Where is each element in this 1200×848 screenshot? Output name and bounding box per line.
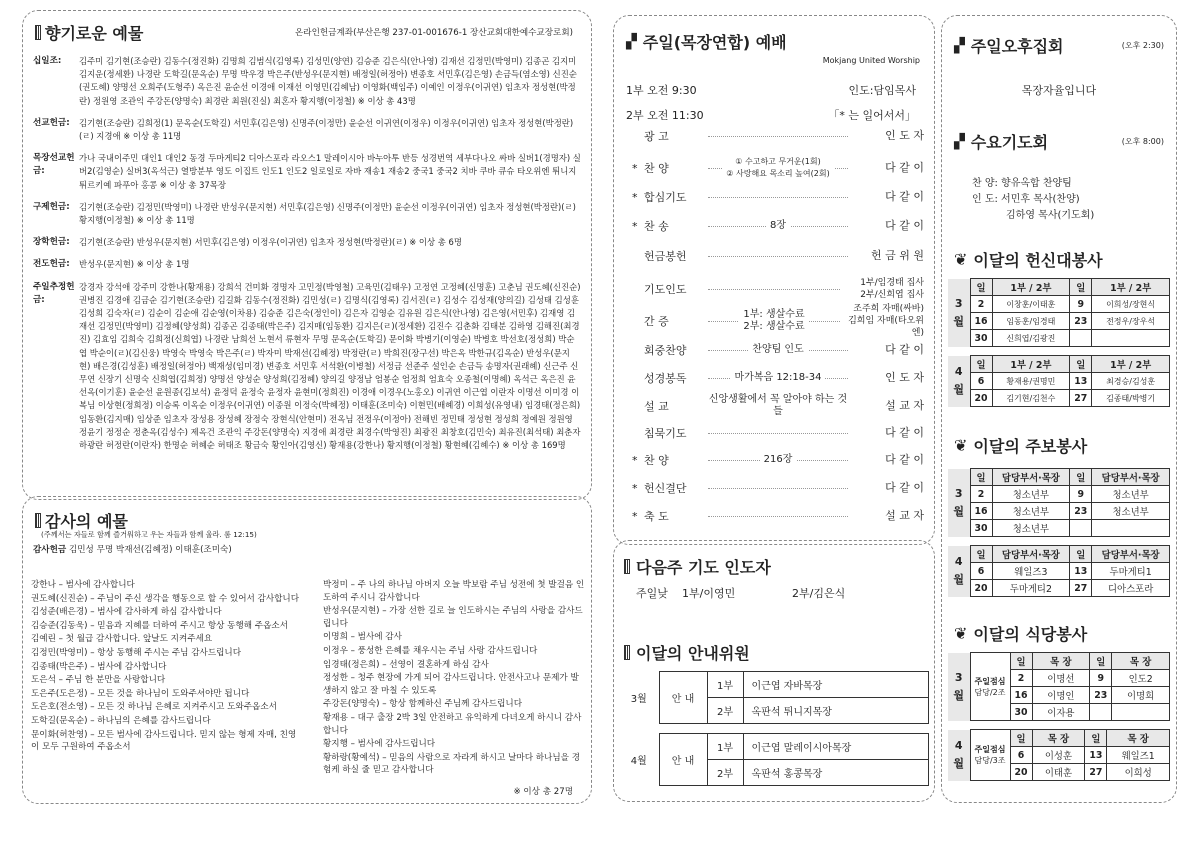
offering-row [33,281,581,453]
heart-icon: ❦ [954,624,968,643]
table-cell: 이명선 [1032,670,1090,687]
thanks-total: ※ 이상 총 27명 [513,787,573,797]
table-header [948,356,1170,373]
bullet-icon: ▞ [954,133,965,150]
offering-label: 목장선교헌금: [33,153,75,177]
thanks-title: 감사의 예물 [35,509,128,532]
guide-part: 2부 [707,698,743,724]
table-cell: 16 [970,503,992,520]
table-cell: 6 [970,563,992,580]
header-cell: 1부 / 2부 [992,279,1070,296]
thanks-right-list [323,579,585,778]
header-cell: 담당부서·목장 [992,469,1070,486]
table-cell: 30 [970,330,992,347]
thanks-item: 김예린 – 첫 월급 감사합니다. 앞날도 지켜주세요 [31,634,213,645]
table-cell: 황재용/권명민 [992,373,1070,390]
worship-item [632,368,924,388]
guide-role: 안 내 [659,672,707,724]
thanks-item: 이명희 – 범사에 감사 [323,632,402,643]
dining-group: 주일점심 담당/3조 [970,730,1010,781]
leader-dots [708,433,848,434]
table-cell: 23 [1090,687,1112,704]
table-cell: 27 [1085,764,1107,781]
table-cell: 20 [970,580,992,597]
header-cell: 일 [970,279,992,296]
offering-names: 김기현(조승란) 김희정(1) 문옥순(도학길) 서민후(김은영) 신명주(이정만) 윤순선 이귀연(이정우) 이정우(이귀연) 임초자 정성현(박정란)(ㄹ) 지경애 ※ 이상 총 11명 [79,117,574,142]
devotion-title: ❦ 이달의 헌신대봉사 [954,250,1103,270]
guide-month: 3월 [630,694,647,705]
table-cell: 9 [1090,670,1112,687]
table-cell: 디아스포라 [1092,580,1170,597]
header-cell: 담당부서·목장 [992,546,1070,563]
worship-item-leader: 다 같 이 [885,426,924,439]
worship-item-leader: 설 교 자 [885,509,924,522]
thanks-item: 황재용 – 대구 출장 2박 3일 안전하고 유익하게 다녀오게 하시니 감사합니다 [323,712,582,736]
worship-item-detail [704,478,852,498]
offering-names: 반성우(문지현) ※ 이상 총 1명 [79,259,190,270]
guide-month: 4월 [630,756,647,767]
thanks-item: 임경태(정은희) – 선영이 결혼하게 하심 감사 [323,659,489,670]
header-cell: 일 [1010,730,1032,747]
worship-item-detail [704,306,844,336]
thanks-item: 정성한 – 청주 현장에 가게 되어 감사드립니다. 안전사고나 문제가 발생하지 않고 잘 마칠 수 있도록 [323,673,579,696]
table-header [948,546,1170,563]
worship-item-leader: 다 같 이 [885,219,924,232]
table-cell: 청소년부 [1092,486,1170,503]
thanks-item: 주강돈(양명숙) – 항상 함께하신 주님께 감사드립니다 [323,699,522,710]
thanks-item: 도은석 – 주님 한 분만을 사랑합니다 [31,675,166,686]
header-cell: 일 [1070,546,1092,563]
header-cell: 일 [970,356,992,373]
offering-names: 가나 국내이주민 대인1 대인2 동경 두마게티2 디아스포라 라오스1 말레이시아 바누아투 반등 성경번역 세부다나오 싸바 실버1(경명자) 실버2(김영순) 실버3(옥석근) 열방분부 영도 이집트 인도1 인도2 일로일로 자바 재송1 재송2 중국1 중국2 치바 쿠바 큐슈 타오위엔 튀니지 튀르키예 파푸아 홍콩 ※ 이상 총 37목장 [79,153,581,190]
table-cell: 13 [1070,563,1092,580]
table-cell [1092,330,1170,347]
worship-title: ▞ 주일(목장연합) 예배 [626,33,787,52]
table-cell: 웨일즈1 [1107,747,1170,764]
worship-item-name: 성경봉독 [644,372,687,385]
wednesday-header: ▞ 수요기도회 (오후 8:00) [954,133,1164,152]
table-cell: 이성훈 [1032,747,1085,764]
table-row [948,373,1170,390]
worship-item-leader: 다 같 이 [885,481,924,494]
wednesday-lines: 찬 양: 향유옥합 찬양팀 인 도: 서민후 목사(찬양) 김하영 목사(기도회) [972,178,1095,221]
worship-item-name: 찬 송 [644,220,669,233]
table-cell: 2 [970,296,992,313]
table-cell: 16 [970,313,992,330]
table-cell: 청소년부 [1092,503,1170,520]
worship-item-detail [704,396,852,416]
worship-item [632,274,924,304]
offering-row [33,258,581,271]
header-cell: 목 장 [1032,653,1090,670]
worship-item-name: 축 도 [644,510,669,523]
worship-item [632,423,924,443]
table-cell: 13 [1085,747,1107,764]
thanks-item: 김승준(김동욱) – 믿음과 지혜를 더하여 주시고 항상 동행해 주옵소서 [31,620,288,631]
worship-item-leader: 다 같 이 [885,190,924,203]
next-prayer-1: 1부/이영민 [682,587,736,600]
table-row [948,390,1170,407]
thanks-item: 황지행 – 범사에 감사드립니다 [323,739,436,750]
next-prayer-2: 2부/김은식 [792,587,846,600]
worship-item-name: 광 고 [644,130,669,143]
month-label: 4 월 [948,356,970,407]
thanks-item: 도은주(도은정) – 모든 것을 하나님이 도와주셔야만 됩니다 [31,688,250,699]
offering-label: 장학헌금: [33,237,70,248]
heart-icon: ❦ [954,436,968,455]
table-cell: 두마게티1 [1092,563,1170,580]
table-cell: 김종태/박병기 [1092,390,1170,407]
guide-name: 옥판석 튀니지목장 [743,698,929,724]
worship-item [632,216,924,236]
worship-item-leader: 다 같 이 [885,343,924,356]
worship-item [632,450,924,470]
month-label: 4 월 [948,546,970,597]
worship-item-detail [704,450,852,470]
header-cell: 일 [1070,356,1092,373]
offering-names: 김기현(조승란) 김정민(박영미) 나경란 반성우(문지현) 서민후(김은영) 신명주(이정만) 윤순선 이정우(이귀연) 임초자 정성현(박정란)(ㄹ) 황지행(이정철) ※ 이상 총 11명 [79,201,576,226]
worship-item-mid: 8장 [766,220,790,232]
worship-item-name: 헌신결단 [644,482,687,495]
offering-names: 김주미 김기현(조승란) 김동수(정진화) 김명희 김범식(김영록) 김성민(양연) 김승준 김은식(안나영) 김재선 김정민(박영미) 김종곤 김지미 김지운(정세환) 나경란 도학길(문옥순) 무명 박우경 박은주(반성우(문지현) 배정일(허정아) 변종호 서민후(김은영) 손금득(염소영) 신진순(권도혜) 양명선 오희주(도형주) 옥은진 윤순선 이경애 이재선 이영민(김혜남) 이영화(백임주) 이예인 이정우(이귀연) 임초자 정성현(박정란) 정원영 조관익 주강돈(양명숙) 최경란 최원(진실) 최혼자 황지행(이정철) ※ 이상 총 43명 [79,56,577,106]
table-cell: 이창훈/이태훈 [992,296,1070,313]
header-cell: 일 [1090,653,1112,670]
guide-role: 안 내 [659,734,707,786]
table-cell: 신희엽/김광진 [992,330,1070,347]
worship-item-detail [704,340,852,360]
devotion-table-m3 [948,278,1170,347]
worship-item-detail [704,187,852,207]
guides-title: 이달의 안내위원 [624,641,750,664]
table-cell: 13 [1070,373,1092,390]
table-cell: 16 [1010,687,1032,704]
bulletin-table-m4 [948,545,1170,597]
table-row [948,330,1170,347]
thanks-item: 권도혜(신진순) – 주님이 주신 생각을 행동으로 할 수 있어서 감사합니다 [31,593,300,604]
table-cell: 2 [1010,670,1032,687]
table-row [948,296,1170,313]
worship-item-detail [704,216,852,236]
afternoon-text: 목장자율입니다 [1021,84,1097,97]
table-header [948,279,1170,296]
leader-dots [708,197,848,198]
offerings-title: 향기로운 예물 [35,21,143,44]
worship-item-leader: 인 도 자 [885,371,924,384]
guide-name: 이근엽 자바목장 [743,672,929,698]
header-cell: 목 장 [1112,653,1170,670]
worship-item-mid: 1부: 생살수료 2부: 생살수료 [739,309,808,333]
offering-label: 전도헌금: [33,259,70,270]
dining-title: ❦ 이달의 식당봉사 [954,624,1088,644]
header-cell: 담당부서·목장 [1092,469,1170,486]
header-cell: 담당부서·목장 [1092,546,1170,563]
worship-item [632,187,924,207]
header-cell: 일 [1085,730,1107,747]
leader-dots [708,289,840,290]
thanks-item: 문이화(허찬영) – 모든 범사에 감사드립니다. 믿지 않는 형제 자매, 친영이 모두 구원하여 주옵소서 [31,729,297,753]
table-cell: 인도2 [1112,670,1170,687]
guide-name: 옥판석 홍콩목장 [743,760,929,786]
table-cell: 이명희 [1112,687,1170,704]
worship-item-leader: 헌 금 위 원 [871,249,924,262]
table-cell: 30 [1010,704,1032,721]
header-cell: 일 [1010,653,1032,670]
table-cell: 27 [1070,390,1092,407]
thanks-item: 도학길(문옥순) – 하나님의 은혜를 감사드립니다 [31,715,211,726]
worship-item-name: 헌금봉헌 [644,250,687,263]
offering-row [33,117,581,143]
table-cell: 청소년부 [992,503,1070,520]
bulletin-table-m3 [948,468,1170,537]
table-header [948,653,1170,670]
service1-time: 1부 오전 9:30 [626,84,697,97]
bullet-icon [35,513,41,528]
header-cell: 목 장 [1032,730,1085,747]
thanks-main: 감사헌금 김민성 무명 박재선(김혜정) 이태훈(조미숙) [33,545,232,555]
thanks-box [22,496,592,804]
worship-item-detail [704,126,852,146]
table-cell: 9 [1070,486,1092,503]
stand-marker: * [632,190,638,204]
verse: (주께서는 자들로 함께 즐거워하고 우는 자들과 함께 울라. 롬 12:15) [41,530,257,539]
thanks-item: 이정우 – 풍성한 은혜를 채우시는 주님 사랑 감사드립니다 [323,645,538,656]
offering-names: 김기현(조승란) 반성우(문지현) 서민후(김은영) 이정우(이귀연) 임초자 정성현(박정란)(ㄹ) ※ 이상 총 6명 [79,237,462,248]
header-cell: 1부 / 2부 [992,356,1070,373]
dining-table-m4 [948,729,1170,781]
thanks-item: 김정민(박영미) – 항상 동행해 주시는 주님 감사드립니다 [31,647,242,658]
guide-spacer [619,724,929,734]
guides-table [619,671,929,786]
table-cell: 23 [1070,313,1092,330]
worship-item-detail [704,274,844,304]
guide-part: 1부 [707,734,743,760]
table-header [948,469,1170,486]
table-cell [1070,330,1092,347]
dining-group: 주일점심 담당/2조 [970,653,1010,721]
table-row [948,580,1170,597]
heart-icon: ❦ [954,250,968,269]
guide-row [619,734,929,760]
bulletin-tables [948,468,1170,597]
table-cell: 두마게티2 [992,580,1070,597]
table-cell: 청소년부 [992,486,1070,503]
thanks-item: 도은호(전소영) – 모든 것 하나님 은혜로 지켜주시고 도와주옵소서 [31,702,277,713]
offering-row [33,201,581,227]
table-cell: 23 [1070,503,1092,520]
offerings-box [22,10,592,500]
worship-item-name: 찬 양 [644,454,669,467]
month-label: 3 월 [948,279,970,347]
header-cell: 일 [1070,469,1092,486]
worship-item-name: 간 증 [644,315,669,328]
next-prayer-label: 주일낮 [636,587,668,600]
table-cell: 웨일즈3 [992,563,1070,580]
worship-item-name: 합심기도 [644,191,687,204]
table-cell: 김기현/김천수 [992,390,1070,407]
table-cell: 9 [1070,296,1092,313]
table-row [948,486,1170,503]
right-box [941,15,1177,803]
stand-marker: * [632,219,638,233]
bullet-icon: ▞ [954,37,965,54]
thanks-item: 강한나 – 범사에 감사합니다 [31,580,135,590]
worship-item [632,396,924,416]
offering-label: 선교헌금: [33,117,70,128]
offering-row [33,55,581,108]
lower-middle-box [613,540,935,802]
month-label: 3 월 [948,469,970,537]
stand-marker: * [632,509,638,523]
thanks-item: 박정미 – 주 나의 하나님 아버지 오늘 박보람 주님 성전에 첫 발걸음 인도하여 주시니 감사합니다 [323,580,585,603]
bulletin-title: ❦ 이달의 주보봉사 [954,436,1088,456]
guide-row [619,672,929,698]
worship-box [613,15,935,545]
worship-item [632,126,924,146]
afternoon-header: ▞ 주일오후집회 (오후 2:30) [954,37,1164,56]
table-cell: 30 [970,520,992,537]
offering-label: 십일조: [33,56,62,66]
table-cell: 이희성 [1107,764,1170,781]
worship-item-name: 기도인도 [644,283,687,296]
header-cell: 1부 / 2부 [1092,279,1170,296]
devotion-table-m4 [948,355,1170,407]
table-cell: 20 [970,390,992,407]
leader-dots [708,516,848,517]
guide-name: 이근엽 말레이시아목장 [743,734,929,760]
worship-item [632,246,924,266]
worship-item [632,340,924,360]
worship-item [632,306,924,336]
table-cell: 20 [1010,764,1032,781]
worship-item-mid: 216장 [760,454,797,466]
leader-dots [708,256,848,257]
month-label: 3 월 [948,653,970,721]
thanks-item: 김종태(박은주) – 범사에 감사합니다 [31,661,167,672]
worship-item-mid: ① 수고하고 무거운(1회) ② 사랑해요 목소리 높여(2회) [722,156,833,180]
worship-item-mid: 신앙생활에서 꼭 알아야 하는 것들 [704,394,852,418]
table-row [948,563,1170,580]
worship-item-leader: 1부/임경태 집사 2부/신희엽 집사 [860,278,924,300]
thanks-item: 반성우(문지현) – 가장 선한 길로 늘 인도하시는 주님의 사랑을 감사드립니다 [323,606,583,629]
worship-subtitle: Mokjang United Worship [822,56,920,65]
bullet-icon: ▞ [626,33,637,50]
table-cell: 최경승/김성훈 [1092,373,1170,390]
table-row [948,503,1170,520]
service2-note: 「* 는 일어서서」 [828,109,916,122]
table-cell [1070,520,1092,537]
table-row [948,520,1170,537]
account-info: 온라인헌금계좌(부산은행 237-01-001676-1 장산교회대한예수교장로회) [294,28,573,38]
table-cell: 이자용 [1032,704,1090,721]
worship-item [632,478,924,498]
header-cell: 일 [970,546,992,563]
table-cell: 이태훈 [1032,764,1085,781]
table-cell [1092,520,1170,537]
worship-item-mid: 마가복음 12:18-34 [731,372,826,384]
worship-item-name: 회중찬양 [644,344,687,357]
offering-row [33,236,581,249]
leader-dots [708,488,848,489]
worship-item-leader: 설 교 자 [885,399,924,412]
header-cell: 일 [1070,279,1092,296]
worship-item-detail [704,423,852,443]
service2-time: 2부 오전 11:30 [626,109,704,122]
table-cell [1090,704,1112,721]
table-row [948,313,1170,330]
guide-part: 1부 [707,672,743,698]
worship-item-name: 설 교 [644,400,669,413]
worship-item-name: 침묵기도 [644,427,687,440]
table-cell: 청소년부 [992,520,1070,537]
next-prayer-title: 다음주 기도 인도자 [624,555,771,578]
header-cell: 목 장 [1107,730,1170,747]
thanks-item: 황하랑(황예석) – 믿음의 사람으로 자라게 하시고 날마다 하나님을 경험케 하실 줄 믿고 감사합니다 [323,752,580,776]
table-cell: 전정우/장우석 [1092,313,1170,330]
offering-label: 구제헌금: [33,201,70,212]
stand-marker: * [632,161,638,175]
service1-leader: 인도:담임목사 [848,84,916,97]
table-cell: 임동훈/임경태 [992,313,1070,330]
dining-tables [948,652,1170,781]
worship-item-leader: 다 같 이 [885,453,924,466]
table-cell: 이명인 [1032,687,1090,704]
worship-item-leader: 인 도 자 [885,129,924,142]
table-cell: 6 [970,373,992,390]
worship-item-detail [704,506,852,526]
guide-part: 2부 [707,760,743,786]
leader-dots [708,136,848,137]
worship-item-name: 찬 양 [644,162,669,175]
bullet-icon [35,25,41,40]
header-cell: 1부 / 2부 [1092,356,1170,373]
table-header [948,730,1170,747]
devotion-tables [948,278,1170,407]
worship-item [632,153,924,183]
worship-item-mid: 찬양팀 인도 [748,344,807,356]
stand-marker: * [632,481,638,495]
worship-item-detail [704,368,852,388]
bullet-icon [624,645,630,660]
table-cell: 6 [1010,747,1032,764]
offering-names: 강경자 강석애 강주미 강한나(황재용) 강희석 건미화 경명자 고민정(박영철) 고육민(김태우) 고정연 고정혜(신명훈) 고춘님 권도혜(신진순) 권병진 김경애 김금순 김기현(조승란) 김길화 김동수(정진화) 김민성(ㄹ) 김명식(김영록) 김서진(ㄹ) 김성수 김성재(양의길) 김성태 김성훈 김성희 김숙자(ㄹ) 김순이 김순애 김순영(이차용) 김승준 김은숙(정인이) 김은자 김영순 김유원 김은식(안나영) 김은영(서민후) 김재영 김재선 김정민(박영미) 김정혜(양성희) 김종곤 김종태(박은주) 김지매(임동환) 김지은(ㄹ)(정세환) 김진수 김춘화 김태분 김하영 김해진(최경진) 김효임 김희숙 김희정(신희엽) 나경란 남희선 노현서 류현자 무명 문옥순(도학길) 문이화 박병기(이영순) 박병호 박선호(정성희) 박순엽 박순이(ㄹ)(김신웅) 박영숙 박영숙 박은주(ㄹ) 박자미 박재선(김혜정) 박정란(ㄹ) 박희진(장구선) 박은옥 박한규(김옥순) 반성우(문지현) 배은경(김성훈) 배정일(허정아) 백재성(임미경) 변종호 서민후 서석환(이병철) 서정금 선준주 설인순 손금득 송명자(권래혜) 신근주 신무연 신장기 신명숙 신희엽(김희정) 양명선 양성순 양성희(김정혜) 양의길 양정남 엄봉순 엄정희 엄효숙 오종철(이명혜) 옥석근 옥은진 윤선옥(이기훈) 윤순선 윤원종(김보석) 윤정덕 윤정숙 윤정자 윤현미(정희진) 이경애 이경우(노홍오) 이귀연 이근엽 이란자 이명선 이미경 이복님 이상현(정희정) 이승록 이옥순 이정우(이귀연) 이종원 이정숙(박혜정) 이태훈(조미숙) 이현민(배혜경) 이희성(유영내) 임경태(정은희) 임동환(김지매) 임상준 임초자 장성용 장성혜 장정숙 장현식(안현미) 전옥님 전정우(이정아) 전해빈 정민태 정성현 정성희 정예원 정원영 정윤기 정정순 정춘옥(김성수) 제옥건 조관익 주강돈(양명숙) 지경애 최경란 최경수(박영진) 최광진 최창호(김민숙) 최유진(최석태) 최춘자 하광란 허정란(이란자) 한명순 허혜순 허태조 황금숙 황인아(김영신) 황재용(강한나) 황지행(이정철) 황현혜(김혜수) ※ 이상 총 169명 [79,281,581,451]
table-cell: 2 [970,486,992,503]
worship-item-detail [704,153,852,183]
worship-item-leader: 조주희 자매(싸바) 김희임 자매(타오위엔) [848,304,924,338]
thanks-left-list [31,579,301,755]
offering-row [33,152,581,192]
table-cell: 이희성/장현식 [1092,296,1170,313]
offering-label: 주일추정헌금: [33,281,75,305]
header-cell: 일 [970,469,992,486]
table-cell: 27 [1070,580,1092,597]
worship-item-detail [704,246,852,266]
bullet-icon [624,559,630,574]
offerings-list [33,55,581,461]
stand-marker: * [632,453,638,467]
month-label: 4 월 [948,730,970,781]
worship-item-leader: 다 같 이 [885,161,924,174]
worship-item [632,506,924,526]
table-cell [1112,704,1170,721]
dining-table-m3 [948,652,1170,721]
thanks-item: 김성준(배은경) – 범사에 감사하게 하심 감사합니다 [31,607,222,618]
